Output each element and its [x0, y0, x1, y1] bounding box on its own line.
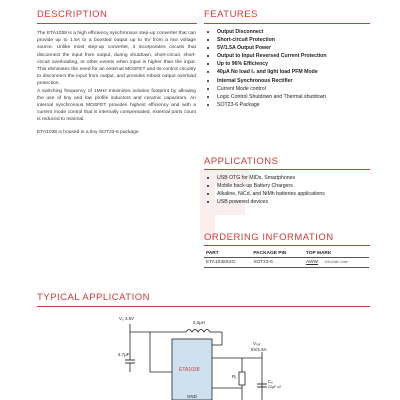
ordering-header-mark: TOP MARK: [304, 249, 369, 258]
inductor-label: 2.2μH: [193, 320, 205, 325]
ordering-mark: AWW: [305, 260, 318, 265]
feature-item: Internal Synchronous Rectifier: [204, 77, 327, 85]
feature-item: Output to Input Reversed Current Protection: [204, 52, 327, 60]
feature-item: SOT23-6 Package: [204, 101, 327, 109]
vout-value: 5V/1.5A: [251, 347, 267, 352]
output-capacitor-value: 22μF x2: [268, 385, 282, 389]
application-item: Alkaline, NiCd, and NiMh batteries applications: [204, 190, 325, 198]
application-item: USB OTG for MIDs, Smartphones: [204, 174, 325, 182]
feature-item: 40μA No load I₀ and light load PFM Mode: [204, 68, 327, 76]
inductor-symbol: [186, 330, 210, 333]
application-item: USB powered devices: [204, 198, 325, 206]
description-title: DESCRIPTION: [37, 9, 108, 20]
typical-application-title: TYPICAL APPLICATION: [37, 292, 150, 303]
feature-item: Current Mode control: [204, 85, 327, 93]
vout-label: V₀ᵤₜ: [253, 341, 261, 346]
feature-item: 5V/1.5A Output Power: [204, 44, 327, 52]
feature-item: Output Disconnect: [204, 28, 327, 36]
applications-title: APPLICATIONS: [204, 156, 279, 167]
features-title: FEATURES: [204, 9, 258, 20]
description-paragraph-3: ETA1038 is housed in a tiny SOT23-6 package.: [37, 129, 140, 135]
ordering-title: ORDERING INFORMATION: [204, 232, 334, 243]
description-paragraph-2: A switching frequency of 1MHz minimizes solution footprint by allowing the use of tiny and low profile inductors and ceramic capacitors. An internal synchronous MOSFET provides highest efficiency and with a current mode control that is internally compensated, external parts count is reduced to minimal.: [37, 88, 196, 123]
application-item: Mobile back-up Battery Chargers: [204, 182, 325, 190]
feedback-resistor: [239, 372, 245, 385]
vin-label: V₀ 3.6V: [119, 316, 135, 321]
output-capacitor-label: Cₒ: [268, 379, 273, 384]
ordering-header-package: PACKAGE PIN: [251, 249, 304, 258]
r1-label: R₁: [232, 374, 237, 379]
feature-item: Short-circuit Protection: [204, 36, 327, 44]
description-paragraph-1: The ETA1038 is a high efficiency synchronous step-up converter that can provide up to 1.5A to a boosted output up to 5V from a low voltage source. Unlike most step-up converter, it incorporates circuits that disconnect the input from output, during shutdown, short-circuit, short-circuit overloading, or other events when input is higher than the input. This eliminates the need for an external MOSFET and its control circuitry to disconnect the input from output, and provides robust output overload protection.: [37, 31, 196, 87]
converter-ic-label: ETA1038: [179, 367, 200, 373]
input-capacitor-label: 4.7μF: [118, 352, 130, 357]
ordering-header-part: PART: [204, 249, 251, 258]
ordering-mark-note: 1W=Date Code: [324, 260, 348, 264]
ordering-part: ETA1038S2G: [204, 258, 251, 268]
ordering-package: SOT23-6: [251, 258, 304, 268]
feature-item: Logic Control Shutdown and Thermal shutdown: [204, 93, 327, 101]
gnd-pin-label: GND: [187, 394, 197, 399]
feature-item: Up to 96% Efficiency: [204, 60, 327, 68]
